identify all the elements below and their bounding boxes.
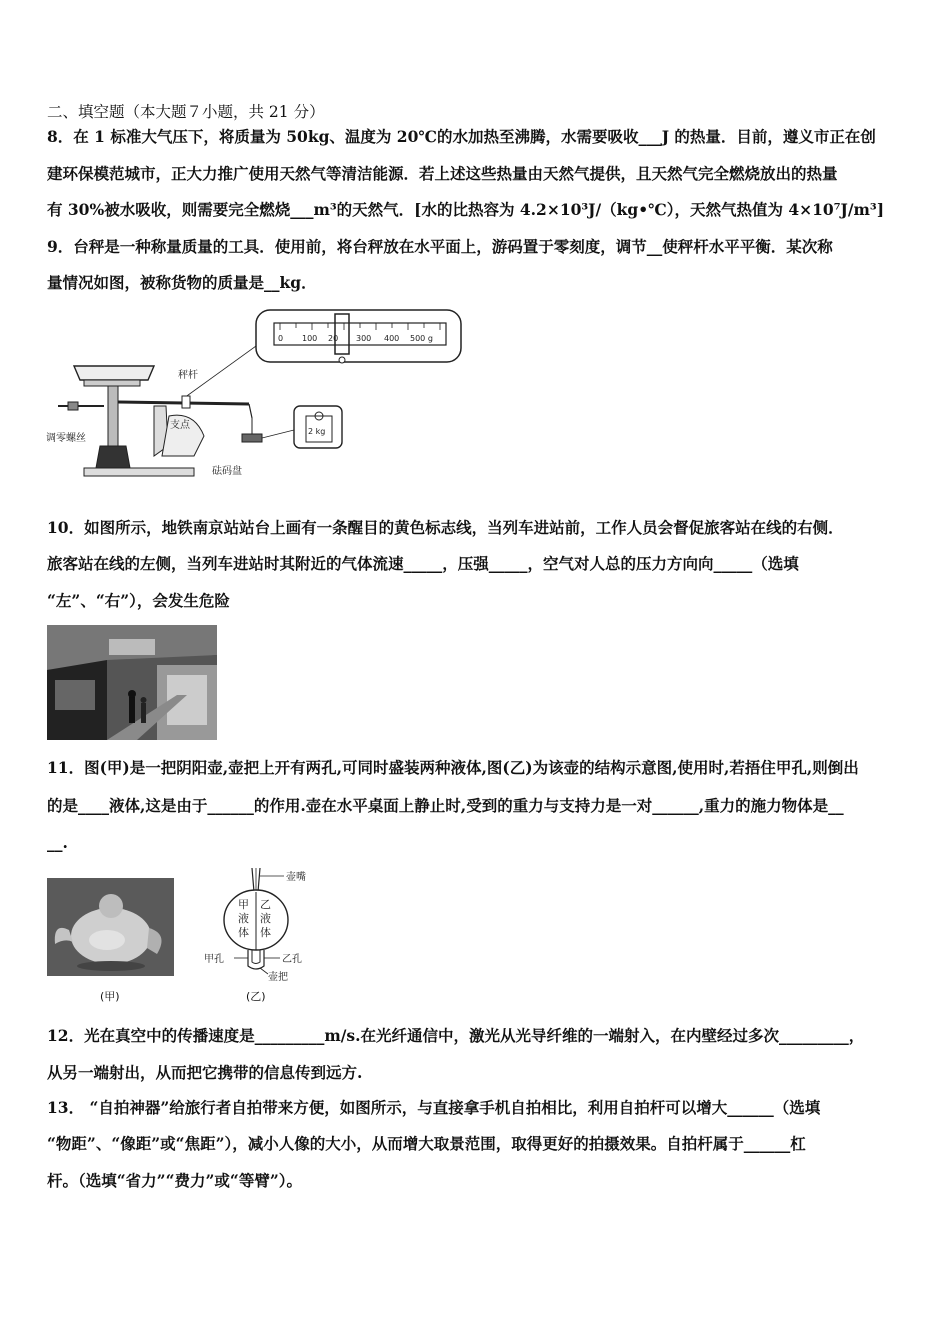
weight-pan xyxy=(242,434,262,442)
station-sign xyxy=(109,639,155,655)
q13-line-1: 13． “自拍神器”给旅行者自拍带来方便，如图所示，与直接拿手机自拍相比，利用自拍杆可以增大______（选填 xyxy=(47,1098,821,1117)
caption-yi: (乙) xyxy=(246,990,266,1003)
scale-column xyxy=(108,386,118,446)
passenger xyxy=(129,697,135,723)
q10-line-1: 10．如图所示，地铁南京站站台上画有一条醒目的黄色标志线，当列车进站前，工作人员会督促旅客站在线的右侧． xyxy=(47,518,844,537)
beam-rider xyxy=(182,396,190,408)
q8-line-1: 8．在 1 标准大气压下，将质量为 50kg、温度为 20℃的水加热至沸腾，水需要吸收___J 的热量．目前，遵义市正在创 xyxy=(47,127,876,146)
q13-line-3: 杆。（选填“省力”“费力”或“等臂”）。 xyxy=(47,1171,302,1190)
label-spout: 壶嘴 xyxy=(286,872,306,883)
label-pivot: 支点 xyxy=(170,420,190,431)
teapot-photo xyxy=(47,878,174,976)
label-handle: 壶把 xyxy=(268,972,288,983)
q11-line-2: 的是____液体,这是由于______的作用.壶在水平桌面上静止时,受到的重力与支持力是一对______,重力的施力物体是__ xyxy=(47,796,844,815)
liquid-a-char-1: 甲 xyxy=(238,898,249,911)
scale-base xyxy=(84,468,194,476)
q10-line-3: “左”、“右”），会发生危险 xyxy=(47,591,230,610)
column-base xyxy=(96,446,130,468)
q8-line-3: 有 30%被水吸收，则需要完全燃烧___m³的天然气．[水的比热容为 4.2×10³J/（kg•℃），天然气热值为 4×10⁷J/m³] xyxy=(47,200,885,219)
q8-line-2: 建环保模范城市，正大力推广使用天然气等清洁能源．若上述这些热量由天然气提供，且天然气完全燃烧放出的热量 xyxy=(47,164,838,183)
q9-line-2: 量情况如图，被称货物的质量是__kg． xyxy=(47,273,317,292)
liquid-b-char-1: 乙 xyxy=(260,898,271,911)
q11-line-3: __. xyxy=(47,833,68,852)
scale-tick-100: 100 xyxy=(302,334,318,343)
liquid-a-char-2: 液 xyxy=(238,912,249,925)
liquid-b-char-3: 体 xyxy=(260,926,271,939)
q9-line-1: 9．台秤是一种称量质量的工具．使用前，将台秤放在水平面上，游码置于零刻度，调节__使秤杆水平平衡．某次称 xyxy=(47,237,833,256)
pot-handle xyxy=(248,950,264,969)
q12-line-1: 12．光在真空中的传播速度是_________m/s.在光纤通信中，激光从光导纤维的一端射入，在内壁经过多次_________， xyxy=(47,1026,865,1045)
section-heading: 二、填空题（本大题７小题，共 21 分） xyxy=(47,103,325,121)
platform-pan xyxy=(74,366,154,380)
q13-line-2: “物距”、“像距”或“焦距”），减小人像的大小，从而增大取景范围，取得更好的拍摄效果。自拍杆属于______杠 xyxy=(47,1134,806,1153)
scale-tick-0: 0 xyxy=(278,334,284,343)
teapot-structure-diagram xyxy=(196,862,336,984)
label-hole-a: 甲孔 xyxy=(204,954,224,965)
caption-jia: (甲) xyxy=(100,990,120,1003)
scale-tick-400: 400 xyxy=(384,334,400,343)
q11-line-1: 11．图(甲)是一把阴阳壶,壶把上开有两孔,可同时盛装两种液体,图(乙)为该壶的结构示意图,使用时,若捂住甲孔,则倒出 xyxy=(47,758,859,777)
scale-tick-300: 300 xyxy=(356,334,372,343)
liquid-b-char-2: 液 xyxy=(260,912,271,925)
q12-line-2: 从另一端射出，从而把它携带的信息传到远方. xyxy=(47,1063,363,1082)
label-weight-pan: 砝码盘 xyxy=(212,466,242,477)
label-zero-screw: 调零螺丝 xyxy=(46,433,86,444)
label-hole-b: 乙孔 xyxy=(282,954,302,965)
subway-platform-photo xyxy=(47,625,217,740)
scale-tick-200: 20 xyxy=(328,334,339,343)
q10-line-2: 旅客站在线的左侧，当列车进站时其附近的气体流速_____，压强_____，空气对人总的压力方向向_____（选填 xyxy=(47,554,799,573)
rider-knob xyxy=(339,357,345,363)
pan-support xyxy=(84,380,140,386)
weight-label: 2 kg xyxy=(308,427,326,436)
scale-diagram xyxy=(44,306,464,481)
scale-tick-500: 500 g xyxy=(410,334,433,343)
liquid-a-char-3: 体 xyxy=(238,926,249,939)
label-beam: 秤杆 xyxy=(178,370,198,381)
